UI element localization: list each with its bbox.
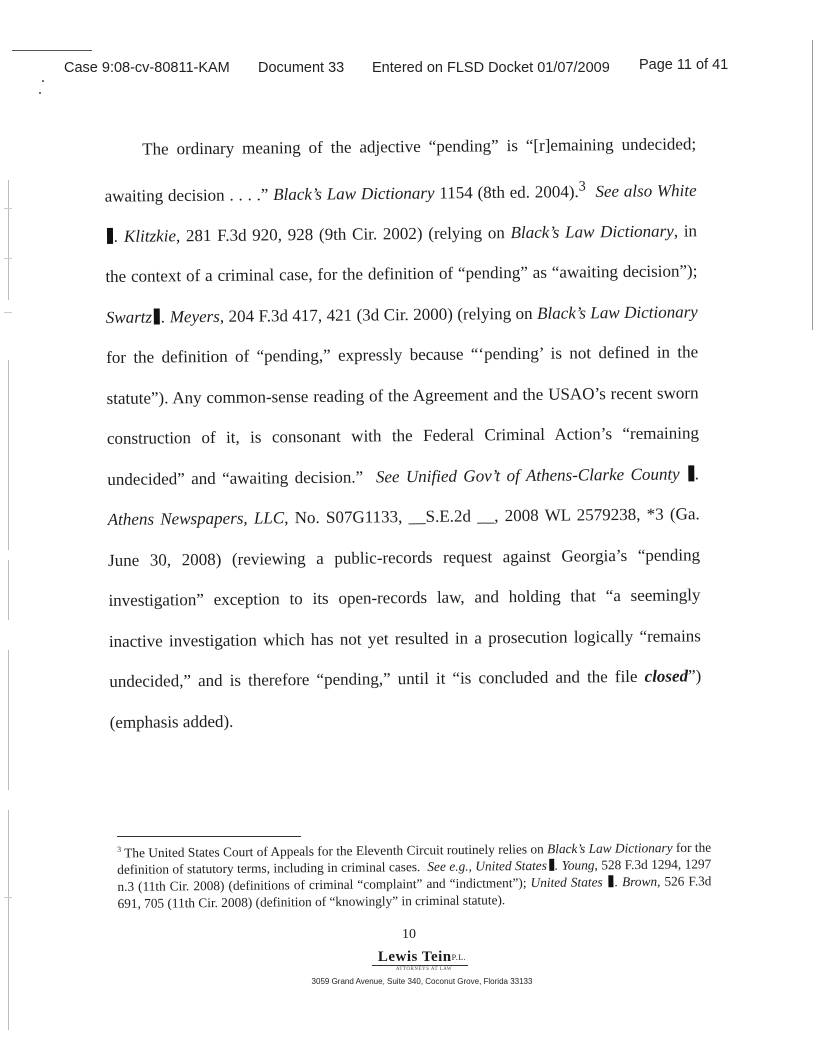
docket-entry: Entered on FLSD Docket 01/07/2009 xyxy=(372,60,610,76)
scan-margin-line xyxy=(8,650,9,790)
scan-speck xyxy=(39,92,41,94)
scan-tick xyxy=(4,258,12,259)
scan-line xyxy=(12,50,92,51)
scan-margin-line xyxy=(8,180,9,300)
scan-tick xyxy=(4,208,12,209)
scan-edge-line xyxy=(812,40,813,330)
page-number: 10 xyxy=(402,927,416,942)
document-number: Document 33 xyxy=(258,60,345,76)
scan-margin-line xyxy=(8,810,9,1030)
redaction-mark xyxy=(549,859,554,871)
redaction-mark xyxy=(609,875,614,887)
scan-margin-line xyxy=(8,360,9,550)
redaction-mark xyxy=(154,308,160,324)
firm-address: 3059 Grand Avenue, Suite 340, Coconut Grove, Florida 33133 xyxy=(311,977,533,986)
firm-tagline: ATTORNEYS AT LAW xyxy=(395,967,453,972)
scan-margin-line xyxy=(8,560,9,620)
body-paragraph: The ordinary meaning of the adjective “pending” is “[r]emaining undecided; awaiting decision . . . .” Black’s Law Dictionary 1154 (8th ed. 2004).$^3$ See also White. Klitzkie, 281 F.3d 920, 928 (9th Cir. 2002) (relying on Black’s Law Dictionary, in the context of a criminal case, for the definition of “pending” as “awaiting decision”); Swartz . Meyers, 204 F.3d 417, 421 (3d Cir. 2000) (relying on Black’s Law Dictionary for the definition of “pending,” expressly because “‘pending’ is not defined in the statute”). Any common-sense reading of the Agreement and the USAO’s recent sworn construction of it, is consonant with the Federal Criminal Action’s “remaining undecided” and “awaiting decision.” See Unified Gov’t of Athens-Clarke County . Athens Newspapers, LLC, No. S07G1133, __S.E.2d __, 2008 WL 2579238, *3 (Ga. June 30, 2008) (reviewing a public-records request against Georgia’s “pending investigation” exception to its open-records law, and holding that “a seemingly inactive investigation which has not yet resulted in a prosecution logically “remains undecided,” and is therefore “pending,” until it “is concluded and the file closed”) (emphasis added). xyxy=(104,134,702,732)
footnote-ref: 3 xyxy=(578,177,586,194)
scan-tick xyxy=(4,312,12,313)
scan-tick xyxy=(4,897,12,898)
scan-speck xyxy=(42,80,44,82)
redaction-mark xyxy=(107,228,113,244)
firm-logo: Lewis TeinP.L. xyxy=(377,949,467,965)
case-number: Case 9:08-cv-80811-KAM xyxy=(64,60,230,76)
logo-rule xyxy=(372,965,468,966)
redaction-mark xyxy=(688,465,694,481)
footnote-divider xyxy=(117,836,301,837)
page-count: Page 11 of 41 xyxy=(639,57,729,73)
footnote: $^3$ The United States Court of Appeals for the Eleventh Circuit routinely relies on Black’s Law Dictionary for the definition of statutory terms, including in criminal cases. See e.g., United States . Young, 528 F.3d 1294, 1297 n.3 (11th Cir. 2008) (definitions of criminal “complaint” and “indictment”); United States . Brown, 526 F.3d 691, 705 (11th Cir. 2008) (definition of “knowingly” in criminal statute). xyxy=(117,839,712,911)
